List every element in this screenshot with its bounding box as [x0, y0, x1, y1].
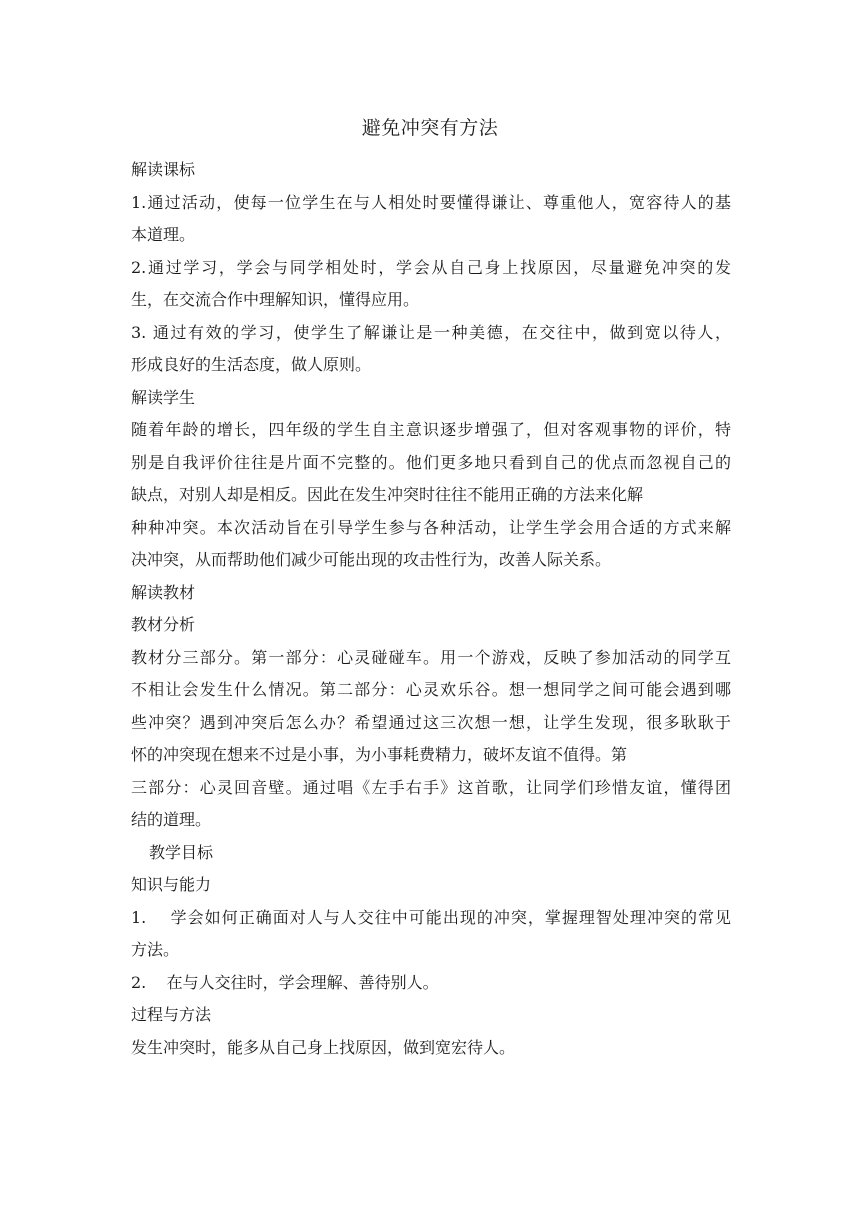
paragraph-line: 发生冲突时，能多从自己身上找原因，做到宽宏待人。 [131, 1037, 516, 1057]
paragraph-line: 3. 通过有效的学习，使学生了解谦让是一种美德，在交往中，做到宽以待人， [131, 322, 731, 342]
document-title: 避免冲突有方法 [361, 117, 499, 139]
paragraph-line: 本道理。 [131, 225, 196, 244]
paragraph-line: 教材分三部分。第一部分：心灵碰碰车。用一个游戏，反映了参加活动的同学互 [131, 647, 731, 667]
paragraph-line: 怀的冲突现在想来不过是小事，为小事耗费精力，破坏友谊不值得。第 [131, 745, 628, 764]
paragraph-line: 1.通过活动，使每一位学生在与人相处时要懂得谦让、尊重他人，宽容待人的基 [131, 192, 731, 212]
list-item-line: 1. 学会如何正确面对人与人交往中可能出现的冲突，掌握理智处理冲突的常见 [131, 907, 731, 927]
heading-textbook-analysis: 教材分析 [131, 615, 196, 634]
paragraph-line: 别是自我评价往往是片面不完整的。他们更多地只看到自己的优点而忽视自己的 [131, 452, 731, 472]
heading-knowledge-ability: 知识与能力 [131, 875, 212, 894]
paragraph-line: 生，在交流合作中理解知识，懂得应用。 [131, 290, 420, 309]
heading-curriculum: 解读课标 [131, 160, 196, 179]
paragraph-line: 不相让会发生什么情况。第二部分：心灵欢乐谷。想一想同学之间可能会遇到哪 [131, 680, 731, 699]
list-item-line: 方法。 [131, 940, 180, 959]
paragraph-line: 缺点，对别人却是相反。因此在发生冲突时往往不能用正确的方法来化解 [131, 485, 644, 504]
paragraph-line: 种种冲突。本次活动旨在引导学生参与各种活动，让学生学会用合适的方式来解 [131, 517, 731, 537]
paragraph-line: 结的道理。 [131, 810, 212, 829]
heading-process-method: 过程与方法 [131, 1005, 212, 1024]
paragraph-line: 三部分：心灵回音壁。通过唱《左手右手》这首歌，让同学们珍惜友谊，懂得团 [131, 777, 731, 797]
paragraph-line: 形成良好的生活态度，做人原则。 [131, 355, 372, 374]
paragraph-line: 些冲突？遇到冲突后怎么办？希望通过这三次想一想，让学生发现，很多耿耿于 [131, 712, 731, 732]
list-item-line: 2. 在与人交往时，学会理解、善待别人。 [131, 972, 439, 992]
paragraph-line: 决冲突，从而帮助他们减少可能出现的攻击性行为，改善人际关系。 [131, 550, 612, 569]
heading-textbook: 解读教材 [131, 582, 196, 602]
heading-students: 解读学生 [131, 387, 196, 407]
heading-teaching-goals: 教学目标 [149, 842, 214, 862]
document-body [131, 154, 731, 1064]
paragraph-line: 随着年龄的增长，四年级的学生自主意识逐步增强了，但对客观事物的评价，特 [131, 420, 731, 439]
paragraph-line: 2.通过学习，学会与同学相处时，学会从自己身上找原因，尽量避免冲突的发 [131, 257, 731, 277]
